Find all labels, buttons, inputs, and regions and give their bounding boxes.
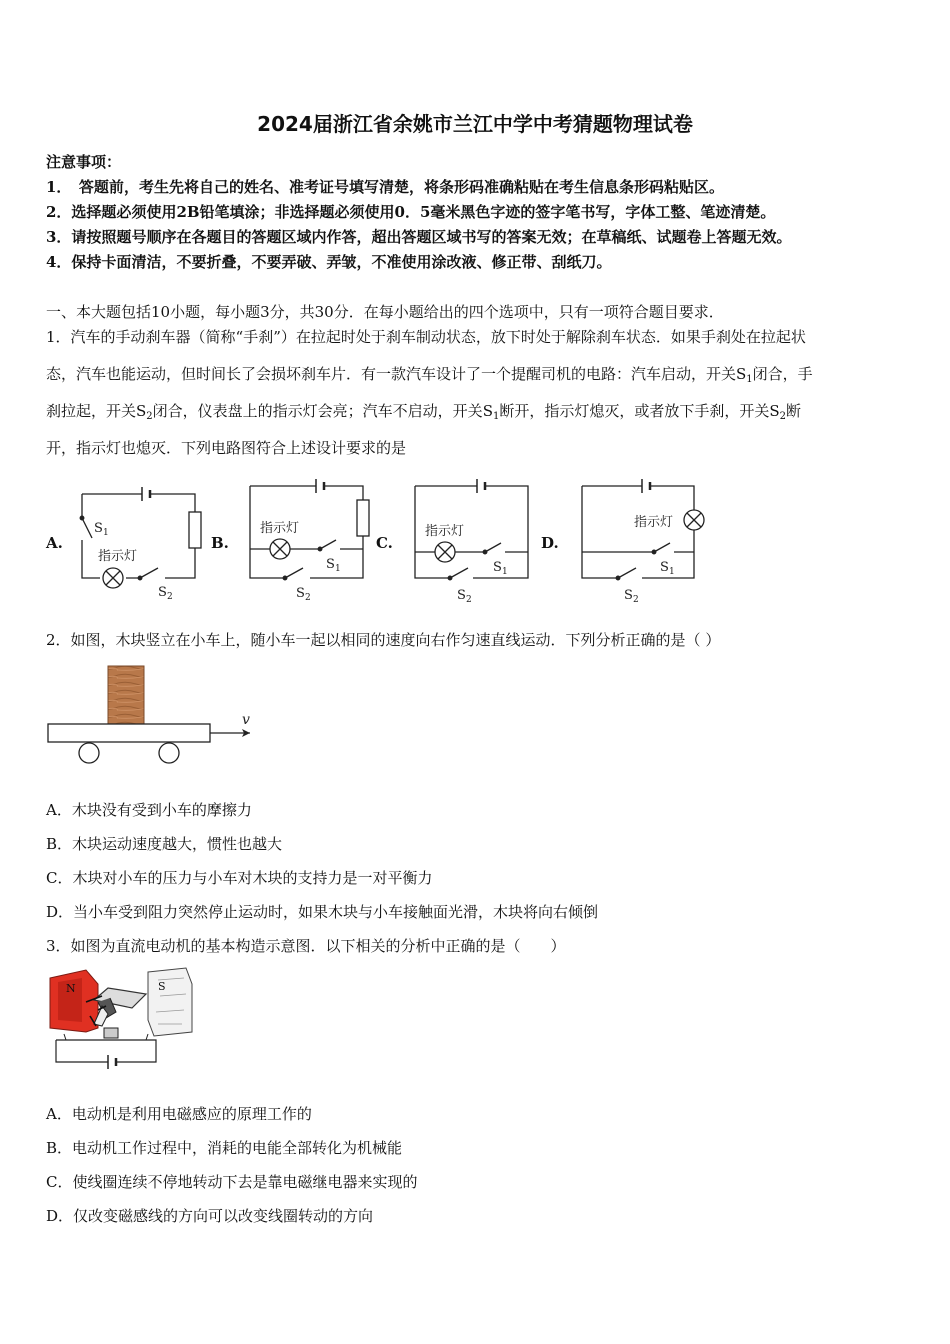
notice-item: 2．选择题必须使用2B铅笔填涂；非选择题必须使用0．5毫米黑色字迹的签字笔书写，字体工整、笔迹清楚。 [46, 203, 776, 221]
dc-motor-figure [46, 966, 196, 1084]
q1-option-d-label: D. [541, 534, 559, 552]
magnet-n-label: N [66, 982, 76, 995]
q1-option-a-label: A. [46, 534, 63, 552]
q2-option-b: B．木块运动速度越大，惯性也越大 [46, 835, 283, 853]
circuit-diagram-d [572, 476, 712, 606]
velocity-label: v [242, 712, 250, 728]
svg-text:1: 1 [669, 567, 675, 577]
svg-text:S: S [493, 560, 502, 575]
q3-option-a: A．电动机是利用电磁感应的原理工作的 [46, 1105, 312, 1123]
lamp-label: 指示灯 [98, 549, 138, 564]
s2-label: S [158, 585, 167, 600]
magnet-s-label: S [158, 980, 166, 993]
circuit-diagram-c [405, 476, 545, 606]
q1-option-c-label: C. [376, 534, 393, 552]
svg-text:1: 1 [103, 528, 109, 538]
q3-stem: 3．如图为直流电动机的基本构造示意图．以下相关的分析中正确的是（ ） [46, 937, 566, 955]
q2-option-c: C．木块对小车的压力与小车对木块的支持力是一对平衡力 [46, 869, 433, 887]
q2-stem: 2．如图，木块竖立在小车上，随小车一起以相同的速度向右作匀速直线运动．下列分析正确的是（ ） [46, 631, 721, 649]
q1-stem-line1: 1．汽车的手动刹车器（简称“手刹”）在拉起时处于刹车制动状态，放下时处于解除刹车状态．如果手刹处在拉起状 [46, 328, 806, 346]
q1-option-b-label: B. [211, 534, 229, 552]
notice-item: 3．请按照题号顺序在各题目的答题区域内作答，超出答题区域书写的答案无效；在草稿纸、试题卷上答题无效。 [46, 228, 792, 246]
svg-text:S: S [326, 557, 335, 572]
magnet-s-pole [148, 968, 192, 1036]
svg-text:S: S [296, 586, 305, 601]
svg-text:2: 2 [466, 595, 472, 605]
svg-text:指示灯: 指示灯 [425, 524, 465, 539]
svg-text:S: S [624, 588, 633, 603]
q2-option-d: D．当小车受到阻力突然停止运动时，如果木块与小车接触面光滑，木块将向右倾倒 [46, 903, 599, 921]
q3-option-c: C．使线圈连续不停地转动下去是靠电磁继电器来实现的 [46, 1173, 418, 1191]
section-heading: 一、本大题包括10小题，每小题3分，共30分．在每小题给出的四个选项中，只有一项符合题目要求． [46, 303, 724, 321]
commutator [104, 1028, 118, 1038]
svg-text:S: S [660, 560, 669, 575]
svg-text:2: 2 [305, 593, 311, 603]
svg-text:1: 1 [335, 564, 341, 574]
svg-text:2: 2 [633, 595, 639, 605]
q3-option-b: B．电动机工作过程中，消耗的电能全部转化为机械能 [46, 1139, 403, 1157]
svg-text:指示灯: 指示灯 [634, 515, 674, 530]
q3-option-d: D．仅改变磁感线的方向可以改变线圈转动的方向 [46, 1207, 374, 1225]
svg-text:2: 2 [167, 592, 173, 602]
circuit-diagram-a [70, 480, 210, 605]
cart-block-figure [46, 664, 266, 769]
q1-stem-line2: 态，汽车也能运动，但时间长了会损坏刹车片．有一款汽车设计了一个提醒司机的电路：汽车启动，开关$S_1$闭合，手 [46, 365, 813, 385]
svg-text:S: S [457, 588, 466, 603]
cart-body [48, 724, 210, 742]
q2-option-a: A．木块没有受到小车的摩擦力 [46, 801, 252, 819]
circuit-diagram-b [240, 476, 380, 606]
s1-label: S [94, 521, 103, 536]
q1-stem-line4: 开，指示灯也熄灭．下列电路图符合上述设计要求的是 [46, 439, 407, 457]
svg-text:1: 1 [502, 567, 508, 577]
cart-wheel [79, 743, 99, 763]
notice-item: 4．保持卡面清洁，不要折叠，不要弄破、弄皱，不准使用涂改液、修正带、刮纸刀。 [46, 253, 612, 271]
cart-wheel [159, 743, 179, 763]
q1-stem-line3: 刹拉起，开关$S_2$闭合，仪表盘上的指示灯会亮；汽车不启动，开关$S_1$断开，指示灯熄灭，或者放下手刹，开关$S_2$断 [46, 402, 802, 422]
wood-block [108, 666, 144, 724]
notice-heading: 注意事项： [46, 153, 122, 171]
svg-text:指示灯: 指示灯 [260, 521, 300, 536]
notice-item: 1． 答题前，考生先将自己的姓名、准考证号填写清楚，将条形码准确粘贴在考生信息条形码粘贴区。 [46, 178, 724, 196]
page-title: 2024届浙江省余姚市兰江中学中考猜题物理试卷 [257, 112, 693, 136]
